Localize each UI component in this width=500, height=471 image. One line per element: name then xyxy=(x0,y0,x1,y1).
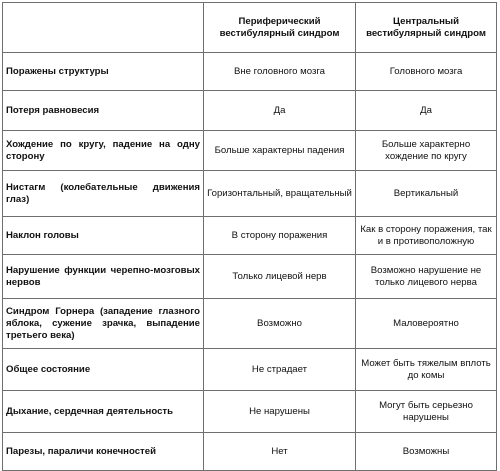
header-central-line1: Центральный xyxy=(392,15,460,27)
central-value: Как в сторону поражения, так и в противоположную xyxy=(356,217,497,255)
table-row xyxy=(3,171,497,217)
table-row xyxy=(3,391,497,433)
table-row xyxy=(3,255,497,299)
peripheral-value: Не нарушены xyxy=(204,391,356,433)
header-peripheral xyxy=(204,3,356,53)
row-label: Синдром Горнера (западение глазного яблока, сужение зрачка, выпадение третьего века) xyxy=(3,299,204,349)
central-value: Могут быть серьезно нарушены xyxy=(356,391,497,433)
peripheral-value: Да xyxy=(204,91,356,131)
comparison-table xyxy=(2,2,497,471)
peripheral-value: Горизонтальный, вращательный xyxy=(204,171,356,217)
header-cell-empty xyxy=(3,3,204,53)
table-row xyxy=(3,299,497,349)
table-row xyxy=(3,433,497,471)
row-label: Парезы, параличи конечностей xyxy=(3,433,204,471)
header-peripheral-line1: Периферический xyxy=(238,15,321,27)
peripheral-value: Возможно xyxy=(204,299,356,349)
central-value: Возможно нарушение не только лицевого нерва xyxy=(356,255,497,299)
header-central xyxy=(356,3,497,53)
central-value: Может быть тяжелым вплоть до комы xyxy=(356,349,497,391)
row-label: Нарушение функции черепно-мозговых нервов xyxy=(3,255,204,299)
row-label: Хождение по кругу, падение на одну сторону xyxy=(3,131,204,171)
table-row xyxy=(3,53,497,91)
table-row xyxy=(3,217,497,255)
table-row xyxy=(3,91,497,131)
row-label: Общее состояние xyxy=(3,349,204,391)
table-row xyxy=(3,131,497,171)
row-label: Потеря равновесия xyxy=(3,91,204,131)
central-value: Да xyxy=(356,91,497,131)
peripheral-value: Только лицевой нерв xyxy=(204,255,356,299)
table-row xyxy=(3,349,497,391)
row-label: Поражены структуры xyxy=(3,53,204,91)
row-label: Дыхание, сердечная деятельность xyxy=(3,391,204,433)
peripheral-value: Больше характерны падения xyxy=(204,131,356,171)
peripheral-value: Вне головного мозга xyxy=(204,53,356,91)
central-value: Возможны xyxy=(356,433,497,471)
central-value: Больше характерно хождение по кругу xyxy=(356,131,497,171)
central-value: Вертикальный xyxy=(356,171,497,217)
header-peripheral-line2: вестибулярный синдром xyxy=(219,27,340,39)
row-label: Нистагм (колебательные движения глаз) xyxy=(3,171,204,217)
central-value: Головного мозга xyxy=(356,53,497,91)
table-header-row xyxy=(3,3,497,53)
central-value: Маловероятно xyxy=(356,299,497,349)
header-central-line2: вестибулярный синдром xyxy=(366,27,486,39)
row-label: Наклон головы xyxy=(3,217,204,255)
peripheral-value: Нет xyxy=(204,433,356,471)
peripheral-value: В сторону поражения xyxy=(204,217,356,255)
peripheral-value: Не страдает xyxy=(204,349,356,391)
